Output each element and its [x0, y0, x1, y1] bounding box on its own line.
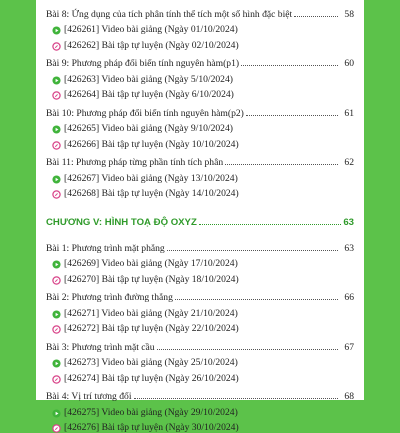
lesson-list-bottom	[46, 238, 354, 433]
lesson-row[interactable]	[46, 103, 354, 119]
item-label: [426268] Bài tập tự luyện (Ngày 14/10/2024)	[64, 188, 239, 199]
lesson-row[interactable]	[46, 4, 354, 20]
item-label: [426272] Bài tập tự luyện (Ngày 22/10/2024)	[64, 323, 239, 334]
pen-circle-icon	[52, 91, 61, 100]
video-lecture-item[interactable]	[46, 20, 354, 36]
lesson-title: Bài 11: Phương pháp từng phần tính tích phân	[46, 157, 223, 168]
pen-circle-icon	[52, 190, 61, 199]
lesson-row[interactable]	[46, 288, 354, 304]
lesson-title: Bài 2: Phương trình đường thẳng	[46, 292, 173, 303]
dot-leader	[167, 249, 338, 251]
lesson-row[interactable]	[46, 337, 354, 353]
pen-circle-icon	[52, 375, 61, 384]
exercise-item[interactable]	[46, 184, 354, 200]
pen-circle-icon	[52, 141, 61, 150]
item-label: [426265] Video bài giảng (Ngày 9/10/2024)	[64, 123, 233, 134]
lesson-row[interactable]	[46, 54, 354, 70]
play-circle-icon	[52, 310, 61, 319]
lesson-page-number: 63	[340, 243, 354, 254]
item-label: [426262] Bài tập tự luyện (Ngày 02/10/2024)	[64, 40, 239, 51]
item-label: [426264] Bài tập tự luyện (Ngày 6/10/2024)	[64, 89, 234, 100]
exercise-item[interactable]	[46, 418, 354, 433]
pen-circle-icon	[52, 424, 61, 433]
item-label: [426270] Bài tập tự luyện (Ngày 18/10/2024)	[64, 274, 239, 285]
lesson-row[interactable]	[46, 238, 354, 254]
play-circle-icon	[52, 359, 61, 368]
pen-circle-icon	[52, 276, 61, 285]
chapter-heading[interactable]	[46, 217, 354, 228]
lesson-title: Bài 9: Phương pháp đổi biến tính nguyên hàm(p1)	[46, 58, 239, 69]
lesson-row[interactable]	[46, 387, 354, 403]
video-lecture-item[interactable]	[46, 119, 354, 135]
dot-leader	[294, 15, 338, 17]
lesson-page-number: 66	[340, 292, 354, 303]
chapter-title: CHƯƠNG V: HÌNH TOẠ ĐỘ OXYZ	[46, 217, 197, 228]
dot-leader	[246, 114, 338, 116]
exercise-item[interactable]	[46, 134, 354, 150]
item-label: [426274] Bài tập tự luyện (Ngày 26/10/2024)	[64, 373, 239, 384]
exercise-item[interactable]	[46, 85, 354, 101]
lesson-title: Bài 10: Phương pháp đổi biến tính nguyên hàm(p2)	[46, 108, 244, 119]
lesson-title: Bài 1: Phương trình mặt phẳng	[46, 243, 165, 254]
lesson-page-number: 60	[340, 58, 354, 69]
item-label: [426261] Video bài giảng (Ngày 01/10/2024)	[64, 24, 238, 35]
lesson-title: Bài 4: Vị trí tương đối	[46, 391, 132, 402]
item-label: [426271] Video bài giảng (Ngày 21/10/2024)	[64, 308, 238, 319]
video-lecture-item[interactable]	[46, 402, 354, 418]
item-label: [426273] Video bài giảng (Ngày 25/10/2024)	[64, 357, 238, 368]
exercise-item[interactable]	[46, 269, 354, 285]
video-lecture-item[interactable]	[46, 69, 354, 85]
lesson-page-number: 61	[340, 108, 354, 119]
dot-leader	[225, 163, 338, 165]
lesson-title: Bài 3: Phương trình mặt cầu	[46, 342, 155, 353]
dot-leader	[157, 348, 338, 350]
pen-circle-icon	[52, 325, 61, 334]
exercise-item[interactable]	[46, 35, 354, 51]
video-lecture-item[interactable]	[46, 168, 354, 184]
play-circle-icon	[52, 26, 61, 35]
video-lecture-item[interactable]	[46, 303, 354, 319]
lesson-page-number: 58	[340, 9, 354, 20]
table-of-contents	[36, 0, 364, 433]
dot-leader	[199, 223, 342, 225]
document-page	[36, 0, 364, 400]
item-label: [426275] Video bài giảng (Ngày 29/10/2024)	[64, 407, 238, 418]
video-lecture-item[interactable]	[46, 353, 354, 369]
lesson-page-number: 68	[340, 391, 354, 402]
play-circle-icon	[52, 76, 61, 85]
dot-leader	[134, 397, 338, 399]
lesson-list-top	[46, 4, 354, 199]
lesson-page-number: 62	[340, 157, 354, 168]
lesson-page-number: 67	[340, 342, 354, 353]
lesson-row[interactable]	[46, 153, 354, 169]
exercise-item[interactable]	[46, 368, 354, 384]
item-label: [426263] Video bài giảng (Ngày 5/10/2024)	[64, 74, 233, 85]
item-label: [426276] Bài tập tự luyện (Ngày 30/10/2024)	[64, 422, 239, 433]
chapter-page: 63	[343, 217, 354, 228]
dot-leader	[175, 298, 338, 300]
item-label: [426266] Bài tập tự luyện (Ngày 10/10/2024)	[64, 139, 239, 150]
lesson-title: Bài 8: Ứng dụng của tích phân tính thể tích một số hình đặc biệt	[46, 9, 292, 20]
item-label: [426269] Video bài giảng (Ngày 17/10/2024)	[64, 258, 238, 269]
item-label: [426267] Video bài giảng (Ngày 13/10/2024)	[64, 173, 238, 184]
dot-leader	[241, 64, 338, 66]
play-circle-icon	[52, 409, 61, 418]
play-circle-icon	[52, 175, 61, 184]
video-lecture-item[interactable]	[46, 254, 354, 270]
play-circle-icon	[52, 260, 61, 269]
exercise-item[interactable]	[46, 319, 354, 335]
pen-circle-icon	[52, 42, 61, 51]
play-circle-icon	[52, 125, 61, 134]
